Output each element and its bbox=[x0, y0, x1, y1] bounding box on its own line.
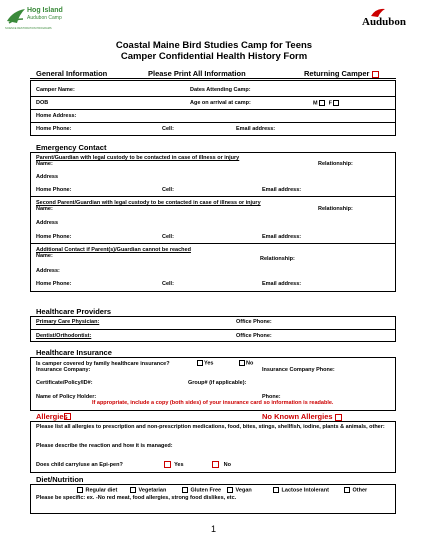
regular-diet-checkbox[interactable] bbox=[77, 487, 83, 493]
allergies-heading: Allergies bbox=[36, 412, 68, 421]
returning-label: Returning Camper bbox=[304, 69, 379, 78]
epipen-yes-checkbox[interactable] bbox=[164, 461, 171, 468]
no-known-allergies: No Known Allergies bbox=[262, 412, 342, 421]
pcp-office-phone-label: Office Phone: bbox=[236, 319, 272, 325]
g1-address-label: Address bbox=[36, 174, 59, 180]
diet-other: Other bbox=[343, 487, 367, 493]
policy-holder-label: Name of Policy Holder: bbox=[36, 394, 97, 400]
primary-care-label: Primary Care Physician: bbox=[36, 319, 100, 325]
g2-relationship-label: Relationship: bbox=[318, 206, 353, 212]
additional-contact-title: Additional Contact if Parent(s)/Guardian cannot be reached bbox=[36, 247, 191, 253]
epipen-no: No bbox=[212, 461, 231, 468]
g3-name-label: Name: bbox=[36, 253, 53, 259]
dentist-label: Dentist/Orthodontist: bbox=[36, 333, 92, 339]
audubon-wordmark: Audubon bbox=[362, 16, 407, 28]
g1-home-phone-label: Home Phone: bbox=[36, 187, 72, 193]
g2-address-label: Address bbox=[36, 220, 59, 226]
other-diet-checkbox[interactable] bbox=[344, 487, 350, 493]
g1-name-label: Name: bbox=[36, 161, 53, 167]
g1-relationship-label: Relationship: bbox=[318, 161, 353, 167]
covered-no: No bbox=[238, 360, 253, 366]
dates-label: Dates Attending Camp: bbox=[190, 87, 251, 93]
f-checkbox[interactable] bbox=[333, 100, 339, 106]
dob-label: DOB bbox=[36, 100, 49, 106]
lactose-intolerant-checkbox[interactable] bbox=[273, 487, 279, 493]
g1-cell-label: Cell: bbox=[162, 187, 174, 193]
audubon-logo bbox=[362, 8, 424, 28]
covered-yes-checkbox[interactable] bbox=[197, 360, 203, 366]
providers-heading: Healthcare Providers bbox=[36, 307, 112, 316]
diet-heading: Diet/Nutrition bbox=[36, 475, 84, 484]
diet-vegetarian: Vegetarian bbox=[129, 487, 166, 493]
gluten-free-checkbox[interactable] bbox=[182, 487, 188, 493]
home-phone-label: Home Phone: bbox=[36, 126, 72, 132]
diet-gluten-free: Gluten Free bbox=[181, 487, 221, 493]
covered-no-checkbox[interactable] bbox=[239, 360, 245, 366]
diet-lactose-intolerant: Lactose Intolerant bbox=[272, 487, 329, 493]
email-label: Email address: bbox=[236, 126, 276, 132]
dentist-office-phone-label: Office Phone: bbox=[236, 333, 272, 339]
g2-name-label: Name: bbox=[36, 206, 53, 212]
guardian1-title: Parent/Guardian with legal custody to be contacted in case of illness or injury bbox=[36, 155, 240, 161]
g3-relationship-label: Relationship: bbox=[260, 256, 295, 262]
form-subtitle: Camper Confidential Health History Form bbox=[120, 51, 308, 62]
epipen-no-checkbox[interactable] bbox=[212, 461, 219, 468]
returning-checkbox[interactable] bbox=[372, 71, 379, 78]
covered-question: Is camper covered by family healthcare insurance? bbox=[36, 361, 170, 367]
diet-specify-prompt: Please be specific: ex. -No red meat, food allergies, strong food dislikes, etc. bbox=[36, 495, 237, 501]
certificate-label: Certificate/Policy/ID#: bbox=[36, 380, 93, 386]
allergy-list-prompt: Please list all allergies to prescription and non-prescription medications, food, bites, stings, shellfish, iodine, plants & animals, other: bbox=[36, 424, 385, 430]
g3-home-phone-label: Home Phone: bbox=[36, 281, 72, 287]
guardian2-title: Second Parent/Guardian with legal custody to be contacted in case of illness or injury bbox=[36, 200, 261, 206]
cell-label: Cell: bbox=[162, 126, 174, 132]
diet-regular: Regular diet bbox=[76, 487, 117, 493]
emergency-heading: Emergency Contact bbox=[36, 143, 107, 152]
age-label: Age on arrival at camp: bbox=[190, 100, 251, 106]
g2-email-label: Email address: bbox=[262, 234, 302, 240]
g2-home-phone-label: Home Phone: bbox=[36, 234, 72, 240]
vegan-checkbox[interactable] bbox=[227, 487, 233, 493]
g3-email-label: Email address: bbox=[262, 281, 302, 287]
bird-icon bbox=[5, 7, 27, 27]
home-address-label: Home Address: bbox=[36, 113, 77, 119]
insurance-card-note: If appropriate, include a copy (both sides) of your insurance card so information is readable. bbox=[92, 400, 334, 406]
g2-cell-label: Cell: bbox=[162, 234, 174, 240]
no-known-allergies-checkbox[interactable] bbox=[335, 414, 342, 421]
epipen-question: Does child carry/use an Epi-pen? bbox=[36, 462, 123, 468]
insurance-company-phone-label: Insurance Company Phone: bbox=[262, 367, 335, 373]
m-checkbox[interactable] bbox=[319, 100, 325, 106]
allergies-checkbox[interactable] bbox=[64, 413, 71, 420]
vegetarian-checkbox[interactable] bbox=[130, 487, 136, 493]
reaction-prompt: Please describe the reaction and how it is managed: bbox=[36, 443, 173, 449]
group-label: Group# (if applicable): bbox=[188, 380, 247, 386]
g3-address-label: Address: bbox=[36, 268, 60, 274]
holder-phone-label: Phone: bbox=[262, 394, 281, 400]
form-title: Coastal Maine Bird Studies Camp for Teens bbox=[115, 40, 313, 51]
covered-yes: Yes bbox=[196, 360, 213, 366]
emergency-box bbox=[30, 152, 396, 292]
page-number: 1 bbox=[211, 524, 217, 534]
insurance-company-label: Insurance Company: bbox=[36, 367, 91, 373]
print-instruction: Please Print All Information bbox=[148, 69, 246, 78]
camper-name-label: Camper Name: bbox=[36, 87, 75, 93]
allergies-checkbox-wrap bbox=[64, 413, 71, 420]
g3-cell-label: Cell: bbox=[162, 281, 174, 287]
hog-island-logo bbox=[5, 5, 65, 31]
diet-vegan: Vegan bbox=[226, 487, 252, 493]
general-heading: General Information bbox=[36, 69, 108, 78]
insurance-heading: Healthcare Insurance bbox=[36, 348, 112, 357]
epipen-yes: Yes bbox=[164, 461, 184, 468]
logo-tagline: SCIENCE RESTORATION PROGRAMS bbox=[5, 27, 52, 30]
g1-email-label: Email address: bbox=[262, 187, 302, 193]
logo-name: Hog Island bbox=[27, 7, 63, 14]
logo-sub: Audubon Camp bbox=[27, 15, 62, 21]
sex-field: M F bbox=[313, 100, 340, 106]
